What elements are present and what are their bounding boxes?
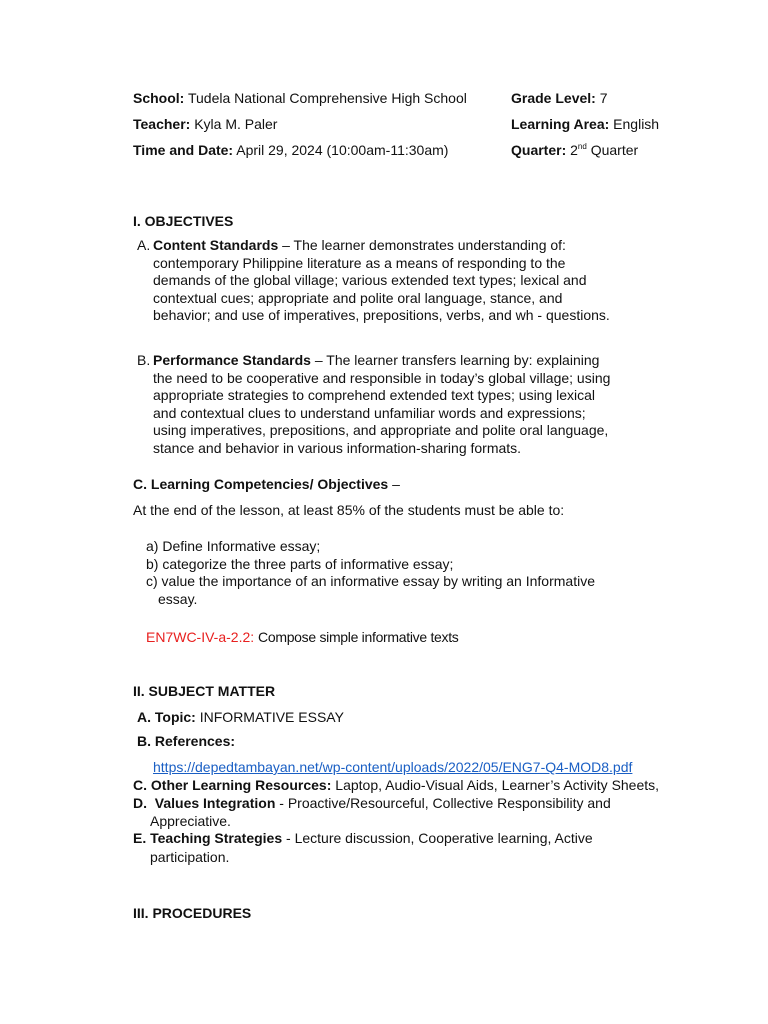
content-standards-label: Content Standards <box>153 237 279 253</box>
content-standards-line-2: contemporary Philippine literature as a means of responding to the <box>153 254 566 271</box>
competency-code-text: Compose simple informative texts <box>258 629 459 645</box>
quarter-line <box>511 142 638 158</box>
strategies-line-2: participation. <box>150 849 230 865</box>
list-item: b) categorize the three parts of informative essay; <box>146 555 454 572</box>
performance-standards-line-4: and contextual clues to understand unfamiliar words and expressions; <box>153 404 586 421</box>
list-item: c) value the importance of an informative essay by writing an Informative <box>146 573 595 589</box>
topic-label: Topic: <box>154 709 196 725</box>
quarter-word: Quarter <box>590 142 639 158</box>
area-line <box>511 116 659 132</box>
competencies-heading <box>133 476 400 492</box>
strategies-value: - Lecture discussion, Cooperative learning, Active <box>286 830 593 846</box>
performance-standards-marker: B. <box>137 352 151 368</box>
performance-standards-block <box>153 352 610 457</box>
school-value: Tudela National Comprehensive High School <box>187 90 467 106</box>
values-marker: D. <box>133 795 147 811</box>
quarter-sup: nd <box>577 142 587 151</box>
list-item: a) Define Informative essay; <box>146 538 321 554</box>
teacher-value: Kyla M. Paler <box>194 116 278 132</box>
list-item: essay. <box>158 590 198 607</box>
values-line <box>133 795 611 811</box>
values-label: Values Integration <box>154 795 276 811</box>
strategies-label: E. Teaching Strategies <box>133 830 283 846</box>
teacher-label: Teacher: <box>133 116 191 132</box>
procedures-heading: III. PROCEDURES <box>133 905 252 921</box>
references-label: References: <box>154 733 236 749</box>
references-line <box>137 733 235 749</box>
competencies-list <box>146 538 595 608</box>
performance-standards-line-6: stance and behavior in various information-sharing formats. <box>153 439 522 456</box>
time-line <box>133 142 448 158</box>
competencies-dash: – <box>392 476 400 492</box>
content-standards-line-1: Content Standards – The learner demonstrates understanding of: <box>153 237 566 253</box>
area-value: English <box>613 116 660 132</box>
other-resources-value: Laptop, Audio-Visual Aids, Learner’s Activity Sheets, <box>335 777 660 793</box>
other-resources-line <box>133 777 659 793</box>
performance-standards-line-3: appropriate strategies to comprehend extended text types; using lexical <box>153 387 596 403</box>
subject-matter-heading: II. SUBJECT MATTER <box>133 683 276 699</box>
values-line-2: Appreciative. <box>150 813 231 829</box>
grade-value: 7 <box>599 90 608 106</box>
references-marker: B. <box>137 733 151 749</box>
time-label: Time and Date: <box>133 142 234 158</box>
content-standards-block <box>153 237 610 325</box>
values-value: - Proactive/Resourceful, Collective Responsibility and <box>279 795 611 811</box>
topic-marker: A. <box>137 709 151 725</box>
topic-line <box>137 709 344 725</box>
competencies-intro: At the end of the lesson, at least 85% of the students must be able to: <box>133 502 565 518</box>
school-line <box>133 90 467 106</box>
teacher-line <box>133 116 277 132</box>
other-resources-label: C. Other Learning Resources: <box>133 777 332 793</box>
school-label: School: <box>133 90 185 106</box>
area-label: Learning Area: <box>511 116 610 132</box>
topic-value: INFORMATIVE ESSAY <box>199 709 344 725</box>
quarter-label: Quarter: <box>511 142 567 158</box>
performance-standards-line-1: Performance Standards – The learner transfers learning by: explaining <box>153 352 600 368</box>
competency-code-line <box>146 629 459 645</box>
performance-standards-line-5: using imperatives, prepositions, and appropriate and polite oral language, <box>153 422 609 438</box>
objectives-heading: I. OBJECTIVES <box>133 213 234 229</box>
references-link[interactable]: https://depedtambayan.net/wp-content/uploads/2022/05/ENG7-Q4-MOD8.pdf <box>153 759 633 775</box>
content-standards-marker: A. <box>137 237 151 253</box>
competency-code: EN7WC-IV-a-2.2: <box>146 629 255 645</box>
performance-standards-line-2: the need to be cooperative and responsible in today’s global village; using <box>153 369 611 386</box>
strategies-line <box>133 830 593 846</box>
content-standards-line-5: behavior; and use of imperatives, prepositions, verbs, and wh - questions. <box>153 307 610 323</box>
grade-line <box>511 90 608 106</box>
time-value: April 29, 2024 (10:00am-11:30am) <box>236 142 449 158</box>
quarter-num: 2 <box>570 142 578 158</box>
grade-label: Grade Level: <box>511 90 596 106</box>
content-standards-line-3: demands of the global village; various extended text types; lexical and <box>153 272 587 288</box>
content-standards-line-4: contextual cues; appropriate and polite oral language, stance, and <box>153 289 563 306</box>
performance-standards-label: Performance Standards <box>153 352 311 368</box>
competencies-label: C. Learning Competencies/ Objectives <box>133 476 389 492</box>
